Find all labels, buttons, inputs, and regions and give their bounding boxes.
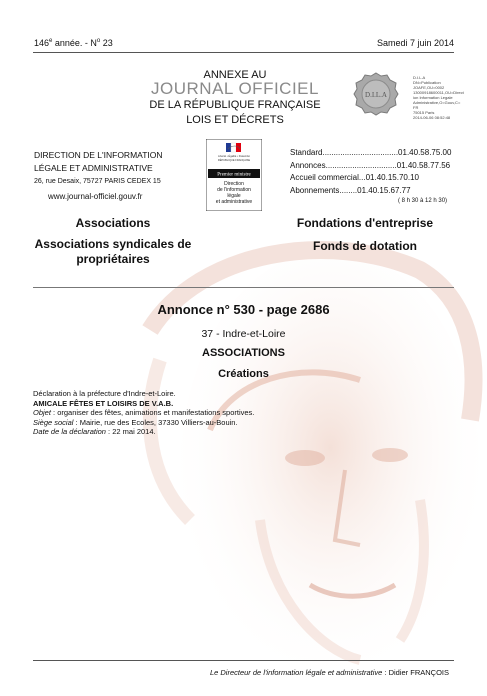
phone-number: 01.40.58.75.00 (398, 148, 452, 157)
marianne-logo-icon (226, 143, 241, 152)
footer-role: Le Directeur de l'information légale et administrative (209, 668, 383, 677)
footer-signature (210, 668, 449, 677)
phone-number: 01.40.58.77.56 (396, 160, 451, 170)
phone-label: Abonnements (290, 185, 340, 195)
seal-text: D.I.L.A (365, 91, 387, 99)
premier-ministre-logo (206, 139, 262, 211)
masthead-republique: DE LA RÉPUBLIQUE FRANÇAISE (149, 99, 321, 111)
footer-name: : Didier FRANÇOIS (382, 668, 449, 677)
phone-row-accueil (290, 172, 451, 185)
logo-republic: RÉPUBLIQUE FRANÇAISE (217, 159, 251, 162)
phone-list (290, 147, 451, 205)
siege-label: Siège social (33, 417, 74, 427)
annonce-department: 37 - Indre-et-Loire (201, 328, 286, 340)
masthead-journal: JOURNAL OFFICIEL (151, 79, 319, 98)
header-rule (33, 52, 454, 53)
phone-label: Accueil commercial (290, 173, 359, 182)
issue-year-suffix: e (49, 38, 53, 44)
phone-label: Annonces (290, 160, 326, 170)
issue-no-suffix: o (96, 38, 101, 44)
date-text: : 22 mai 2014. (105, 427, 156, 436)
signature-line: ion Information Legale (413, 95, 453, 100)
category-associations-syndicales: Associations syndicales de propriétaires (34, 237, 192, 266)
phone-hours: ( 8 h 30 à 12 h 30) (398, 198, 448, 204)
signature-line: JOAFE,OU=0002 (413, 85, 445, 90)
signature-line: 13000918600011,OU=Direct (413, 90, 464, 95)
masthead-annexe: ANNEXE AU (203, 69, 267, 81)
phone-row-standard (290, 147, 451, 160)
notice-siege (33, 418, 254, 428)
objet-label: Objet (33, 408, 51, 417)
notice-declaration: Déclaration à la préfecture d'Indre-et-Loire. (33, 389, 176, 398)
issue-year-number: 146 (34, 38, 50, 48)
dila-address: 26, rue Desaix, 75727 PARIS CEDEX 15 (34, 178, 161, 185)
objet-text: : organiser des fêtes, animations et manifestations sportives. (50, 408, 255, 417)
logo-dept3: légale (227, 193, 241, 199)
signature-line: 2014-06-06 08:52:48 (413, 115, 451, 120)
category-fondations: Fondations d'entreprise (296, 216, 434, 230)
logo-dept1: Direction (224, 181, 244, 187)
signature-line: D.I.L.A (413, 75, 426, 80)
phone-row-annonces (290, 160, 451, 173)
masthead-lois: LOIS ET DÉCRETS (186, 114, 284, 126)
date-label: Date de la déclaration (33, 427, 106, 436)
phone-label: Standard (290, 148, 323, 157)
logo-motto: Liberté • Égalité • Fraternité (218, 155, 250, 158)
dila-seal-icon (353, 71, 399, 117)
issue-date: Samedi 7 juin 2014 (376, 38, 454, 48)
signature-line: Administrative,O=Gouv,C= (413, 100, 461, 105)
phone-row-abonnements (290, 185, 451, 198)
annonce-title: Annonce n° 530 - page 2686 (157, 302, 330, 317)
logo-dept2: de l'information (217, 187, 251, 193)
notice-date (33, 427, 254, 437)
signature-line: FR (413, 105, 419, 110)
signature-line: DN=Publication (413, 80, 441, 85)
phone-leader: ... (358, 173, 366, 182)
annonce-section: ASSOCIATIONS (202, 347, 285, 359)
dila-name-line1: DIRECTION DE L'INFORMATION (34, 150, 163, 160)
website-link[interactable]: www.journal-officiel.gouv.fr (48, 192, 143, 201)
logo-ministry: Premier ministre (217, 172, 251, 178)
notice-association-name: AMICALE FÊTES ET LOISIRS DE V.A.B. (33, 398, 174, 408)
phone-leader: .................................. (322, 148, 399, 157)
phone-number: 01.40.15.67.77 (357, 185, 411, 195)
category-associations: Associations (75, 216, 151, 230)
section-rule (33, 287, 454, 288)
annonce-subsection: Créations (218, 368, 269, 380)
dila-name-line2: LÉGALE ET ADMINISTRATIVE (34, 163, 153, 173)
notice-objet (33, 408, 254, 418)
phone-number: 01.40.15.70.10 (365, 173, 419, 182)
category-fonds-dotation: Fonds de dotation (313, 239, 417, 253)
issue-number (34, 38, 113, 48)
phone-leader: ................................ (325, 160, 397, 170)
signature-line: 75015 Paris (413, 110, 435, 115)
footer-rule (33, 660, 454, 661)
digital-signature (413, 75, 473, 120)
issue-label: année. - N (52, 38, 97, 48)
notice-body (33, 389, 254, 437)
siege-text: : Mairie, rue des Ecoles, 37330 Villiers-au-Bouin. (73, 417, 238, 427)
logo-dept4: et administrative (215, 199, 253, 205)
issue-no: 23 (100, 38, 113, 48)
phone-leader: ........ (339, 185, 358, 195)
